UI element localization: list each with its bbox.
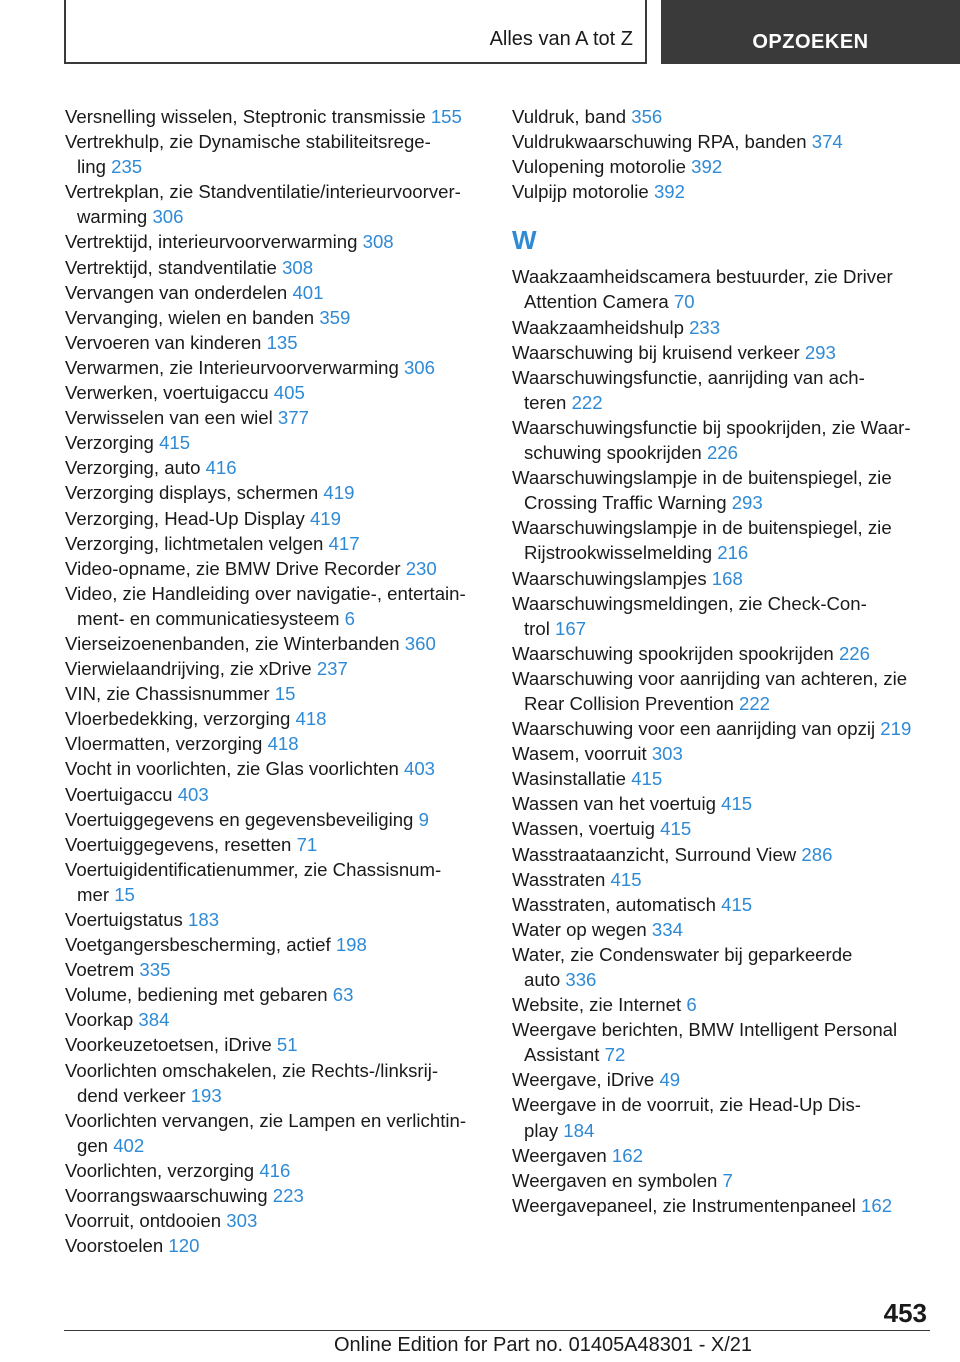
index-entry [65, 932, 485, 957]
index-entry [512, 1067, 932, 1092]
index-entry-text: warming [77, 206, 148, 228]
index-column-right [512, 104, 932, 1218]
index-entry-text: auto [524, 969, 561, 990]
index-entry-text: Waarschuwing voor een aanrijding van opzij [512, 718, 876, 740]
index-entry-text: Versnelling wisselen, Steptronic transmissie [65, 106, 426, 127]
index-entry-text: Verzorging, lichtmetalen velgen [65, 532, 324, 554]
index-entry [65, 807, 485, 832]
index-entry-text: Weergaven en symbolen [512, 1169, 718, 1191]
page-reference-link[interactable]: 336 [565, 969, 597, 990]
page-reference-link[interactable]: 401 [292, 281, 324, 303]
index-entry-text: gen [77, 1134, 109, 1156]
page-number: 453 [883, 1298, 927, 1328]
page-reference-link[interactable]: 308 [362, 231, 394, 253]
page-reference-link[interactable]: 167 [555, 617, 587, 639]
index-entry [65, 506, 485, 531]
index-entry-text: Vertrektijd, interieurvoorverwarming [65, 231, 358, 253]
page-reference-link[interactable]: 155 [430, 106, 462, 127]
page-reference-link[interactable]: 356 [631, 106, 663, 127]
index-entry-text: Voorrangswaarschuwing [65, 1185, 268, 1207]
index-entry-text: Voertuiggegevens en gegevensbeveiliging [65, 808, 414, 830]
index-entry-text: Wasstraten [512, 868, 606, 890]
index-entry [512, 1143, 932, 1168]
index-entry-text: Attention Camera [524, 291, 669, 313]
index-entry-text: Rijstrookwisselmelding [524, 542, 713, 564]
index-entry [65, 179, 485, 229]
page-reference-link[interactable]: 402 [113, 1134, 145, 1156]
index-entry-text: Wasstraataanzicht, Surround View [512, 843, 797, 865]
index-entry-text: Volume, bediening met gebaren [65, 984, 328, 1006]
section-title: Alles van A tot Z [489, 28, 633, 50]
opzoeken-tab-label: OPZOEKEN [752, 31, 869, 53]
page-reference-link[interactable]: 198 [335, 934, 367, 956]
page-reference-link[interactable]: 418 [295, 708, 327, 730]
page-reference-link[interactable]: 415 [660, 818, 692, 840]
page-reference-link[interactable]: 15 [114, 883, 135, 905]
page-reference-link[interactable]: 223 [272, 1185, 304, 1207]
page-reference-link[interactable]: 415 [631, 768, 663, 790]
index-entry-text: dend verkeer [77, 1084, 186, 1106]
index-entry-text: teren [524, 391, 567, 413]
index-entry-text: VIN, zie Chassisnummer [65, 683, 270, 705]
page-reference-link[interactable]: 15 [274, 683, 296, 705]
index-entry [512, 415, 932, 465]
index-entry [65, 857, 485, 907]
index-entry-text: Voorlichten vervangen, zie Lampen en verlichtin- [65, 1109, 467, 1131]
index-entry-text: Voertuiggegevens, resetten [65, 833, 292, 855]
index-entry [65, 1183, 485, 1208]
page-reference-link[interactable]: 237 [316, 658, 348, 680]
index-entry [65, 355, 485, 380]
index-entry [65, 330, 485, 355]
page-reference-link[interactable]: 415 [610, 868, 642, 890]
index-entry-text: Weergaven [512, 1144, 607, 1166]
page-reference-link[interactable]: 70 [673, 291, 695, 313]
index-entry [512, 340, 932, 365]
index-entry [512, 716, 932, 741]
index-entry [65, 405, 485, 430]
index-entry [65, 1032, 485, 1057]
page-reference-link[interactable]: 403 [404, 758, 436, 780]
index-entry-text: schuwing spookrijden [524, 442, 702, 464]
index-entry-text: Voertuigaccu [65, 783, 173, 805]
page-reference-link[interactable]: 63 [332, 984, 354, 1006]
index-entry [512, 179, 932, 204]
index-entry [65, 907, 485, 932]
index-entry [512, 154, 932, 179]
index-entry [65, 782, 485, 807]
index-entry-text: Weergave in de voorruit, zie Head-Up Dis- [512, 1094, 861, 1116]
index-entry-text: Voetgangersbescherming, actief [65, 934, 331, 956]
page-reference-link[interactable]: 183 [188, 909, 220, 930]
index-entry-text: Weergavepaneel, zie Instrumentenpaneel [512, 1194, 856, 1216]
page-reference-link[interactable]: 306 [152, 206, 184, 228]
index-entry [65, 531, 485, 556]
index-entry [65, 581, 485, 631]
index-entry-text: Voorstoelen [65, 1235, 164, 1257]
index-entry-text: Video-opname, zie BMW Drive Recorder [65, 557, 401, 579]
index-entry-text: Verwarmen, zie Interieurvoorverwarming [65, 356, 399, 378]
page-reference-link[interactable]: 405 [273, 382, 305, 404]
index-entry-text: Waarschuwing voor aanrijding van achteren, zie [512, 667, 908, 689]
index-entry-text: Vuldruk, band [512, 106, 627, 127]
page-reference-link[interactable]: 193 [190, 1084, 222, 1106]
index-entry [512, 842, 932, 867]
index-entry-text: Vierwielaandrijving, zie xDrive [65, 658, 312, 680]
page-reference-link[interactable]: 72 [604, 1044, 626, 1066]
index-entry [65, 756, 485, 781]
page-reference-link[interactable]: 51 [276, 1034, 298, 1056]
page-reference-link[interactable]: 392 [653, 181, 685, 203]
index-entry [512, 816, 932, 841]
index-entry-text: Vuldrukwaarschuwing RPA, banden [512, 131, 807, 153]
index-entry [65, 1108, 485, 1158]
index-entry-text: Vulpijp motorolie [512, 181, 649, 203]
index-entry-text: Voertuigstatus [65, 909, 183, 930]
index-entry-text: Vervoeren van kinderen [65, 331, 262, 353]
index-entry-text: Waarschuwingsfunctie, aanrijding van ach- [512, 366, 865, 388]
index-entry [65, 430, 485, 455]
index-entry [512, 917, 932, 942]
index-entry-text: Voorlichten, verzorging [65, 1159, 255, 1181]
index-entry-text: Waarschuwingslampjes [512, 567, 707, 589]
page-reference-link[interactable]: 306 [403, 356, 435, 378]
footer-divider [64, 1330, 930, 1331]
index-entry [65, 832, 485, 857]
index-entry-text: Waarschuwingslampje in de buitenspiegel, zie [512, 467, 892, 489]
index-entry [512, 1168, 932, 1193]
index-entry-text: Water op wegen [512, 918, 647, 940]
index-entry-text: Vloerbedekking, verzorging [65, 708, 291, 730]
index-entry [512, 641, 932, 666]
index-entry-text: Voorlichten omschakelen, zie Rechts-/linksrij- [65, 1059, 439, 1081]
index-entry-text: Crossing Traffic Warning [524, 492, 727, 514]
index-entry [65, 681, 485, 706]
index-entry-text: Voorruit, ontdooien [65, 1210, 222, 1232]
index-entry-text: Waarschuwing spookrijden spookrijden [512, 642, 834, 664]
section-letter-w: W [512, 225, 537, 256]
page-reference-link[interactable]: 162 [861, 1194, 893, 1216]
index-entry-text: Vocht in voorlichten, zie Glas voorlichten [65, 758, 399, 780]
index-entry [65, 1208, 485, 1233]
page-reference-link[interactable]: 233 [689, 316, 721, 338]
page-reference-link[interactable]: 7 [722, 1169, 733, 1191]
index-entry-text: mer [77, 883, 110, 905]
page-reference-link[interactable]: 162 [611, 1144, 643, 1166]
index-entry-text: Rear Collision Prevention [524, 692, 734, 714]
page-reference-link[interactable]: 219 [880, 718, 912, 740]
page-reference-link[interactable]: 419 [309, 507, 341, 529]
page-reference-link[interactable]: 384 [138, 1009, 170, 1031]
page-reference-link[interactable]: 415 [721, 793, 753, 815]
index-entry [512, 264, 932, 314]
page-reference-link[interactable]: 416 [259, 1159, 291, 1181]
index-group-v [512, 104, 932, 204]
page-reference-link[interactable]: 71 [296, 833, 318, 855]
page-reference-link[interactable]: 419 [323, 482, 355, 504]
index-entry [65, 129, 485, 179]
index-entry-text: Waakzaamheidshulp [512, 316, 684, 338]
index-entry [512, 566, 932, 591]
index-entry-text: Verzorging, Head-Up Display [65, 507, 305, 529]
index-entry [512, 892, 932, 917]
index-entry [512, 741, 932, 766]
index-entry-text: ment- en communicatiesysteem [77, 607, 340, 629]
index-entry-text: Verwisselen van een wiel [65, 407, 273, 429]
page-reference-link[interactable]: 418 [267, 733, 299, 755]
index-entry-text: Waakzaamheidscamera bestuurder, zie Driver [512, 266, 893, 288]
index-entry-text: Water, zie Condenswater bij geparkeerde [512, 943, 853, 965]
index-entry [65, 104, 485, 129]
page-reference-link[interactable]: 293 [731, 492, 763, 514]
index-entry [65, 706, 485, 731]
index-entry-text: Assistant [524, 1044, 600, 1066]
index-entry [65, 480, 485, 505]
index-entry-text: Verwerken, voertuigaccu [65, 382, 269, 404]
page-reference-link[interactable]: 415 [159, 432, 191, 454]
index-entry [512, 992, 932, 1017]
index-entry-text: Waarschuwingslampje in de buitenspiegel, zie [512, 517, 892, 539]
page-reference-link[interactable]: 377 [277, 407, 309, 429]
index-entry [65, 1158, 485, 1183]
index-entry [65, 229, 485, 254]
page-reference-link[interactable]: 168 [711, 567, 743, 589]
index-entry [512, 315, 932, 340]
index-entry [512, 365, 932, 415]
page-reference-link[interactable]: 216 [717, 542, 749, 564]
index-entry [65, 631, 485, 656]
index-entry-text: Wassen van het voertuig [512, 793, 716, 815]
index-entry [512, 666, 932, 716]
index-entry [65, 255, 485, 280]
index-entry-text: Voorkeuzetoetsen, iDrive [65, 1034, 272, 1056]
index-entry-text: Website, zie Internet [512, 994, 682, 1016]
page-reference-link[interactable]: 403 [177, 783, 209, 805]
index-entry-text: Weergave berichten, BMW Intelligent Personal [512, 1019, 898, 1041]
page-reference-link[interactable]: 6 [344, 607, 355, 629]
page-reference-link[interactable]: 303 [651, 743, 683, 765]
index-entry-text: Wassen, voertuig [512, 818, 655, 840]
page-reference-link[interactable]: 359 [319, 306, 351, 328]
index-entry-text: Vierseizoenenbanden, zie Winterbanden [65, 632, 400, 654]
page-reference-link[interactable]: 417 [328, 532, 360, 554]
index-entry-text: Voorkap [65, 1009, 134, 1031]
index-entry-text: Wasstraten, automatisch [512, 893, 716, 915]
index-entry-text: Voertuigidentificatienummer, zie Chassisnum- [65, 858, 442, 880]
index-entry [512, 942, 932, 992]
page-reference-link[interactable]: 9 [418, 808, 429, 830]
index-entry-text: trol [524, 617, 550, 639]
index-entry-text: Vulopening motorolie [512, 156, 686, 178]
index-entry-text: Vervanging, wielen en banden [65, 306, 315, 328]
page-reference-link[interactable]: 235 [111, 156, 143, 178]
index-entry-text: Vervangen van onderdelen [65, 281, 288, 303]
index-entry [512, 591, 932, 641]
header-section-box [64, 0, 647, 64]
index-entry [512, 129, 932, 154]
opzoeken-tab[interactable] [661, 0, 960, 64]
page-reference-link[interactable]: 226 [706, 442, 738, 464]
page-reference-link[interactable]: 374 [811, 131, 843, 153]
index-entry [65, 1058, 485, 1108]
page-reference-link[interactable]: 120 [168, 1235, 200, 1257]
index-entry-text: Vertrekplan, zie Standventilatie/interieurvoorver- [65, 181, 461, 203]
index-entry-text: Verzorging, auto [65, 457, 201, 479]
index-entry [512, 104, 932, 129]
page-reference-link[interactable]: 334 [651, 918, 683, 940]
index-entry-text: Vertrektijd, standventilatie [65, 256, 277, 278]
index-entry [512, 1193, 932, 1218]
index-entry-text: Wasinstallatie [512, 768, 627, 790]
page-reference-link[interactable]: 415 [721, 893, 753, 915]
index-entry [65, 982, 485, 1007]
index-entry [65, 656, 485, 681]
index-entry-text: play [524, 1119, 559, 1141]
page-reference-link[interactable]: 392 [691, 156, 723, 178]
page-reference-link[interactable]: 335 [139, 959, 171, 981]
index-entry [65, 731, 485, 756]
index-entry-text: Vertrekhulp, zie Dynamische stabiliteitsrege- [65, 131, 431, 153]
index-entry [512, 791, 932, 816]
index-column-left [65, 104, 485, 1258]
index-entry [512, 766, 932, 791]
index-entry-text: Verzorging displays, schermen [65, 482, 319, 504]
page-reference-link[interactable]: 6 [686, 994, 697, 1016]
page-reference-link[interactable]: 286 [801, 843, 833, 865]
index-entry [65, 1233, 485, 1258]
footer-edition-text: Online Edition for Part no. 01405A48301 - X/21 [334, 1334, 753, 1356]
page-reference-link[interactable]: 293 [804, 341, 836, 363]
index-group-w [512, 264, 932, 1218]
page-reference-link[interactable]: 222 [738, 692, 771, 714]
index-entry [65, 280, 485, 305]
page-reference-link[interactable]: 416 [205, 457, 237, 479]
index-entry [65, 455, 485, 480]
page-reference-link[interactable]: 222 [571, 391, 603, 413]
index-entry [65, 380, 485, 405]
page-reference-link[interactable]: 184 [563, 1119, 595, 1141]
index-entry [65, 305, 485, 330]
index-entry-text: Wasem, voorruit [512, 743, 647, 765]
page-reference-link[interactable]: 308 [282, 256, 314, 278]
index-entry [65, 1007, 485, 1032]
index-entry [65, 957, 485, 982]
page-reference-link[interactable]: 303 [226, 1210, 258, 1232]
page-reference-link[interactable]: 226 [838, 642, 870, 664]
index-entry-text: Waarschuwing bij kruisend verkeer [512, 341, 800, 363]
index-entry-text: Voetrem [65, 959, 135, 981]
page-reference-link[interactable]: 230 [405, 557, 437, 579]
index-entry-text: Vloermatten, verzorging [65, 733, 263, 755]
index-entry [512, 1092, 932, 1142]
index-entry-text: Weergave, iDrive [512, 1069, 655, 1091]
index-entry-text: Waarschuwingsmeldingen, zie Check-Con- [512, 592, 867, 614]
index-entry [512, 1017, 932, 1067]
index-entry-text: Waarschuwingsfunctie bij spookrijden, zie Waar- [512, 416, 911, 438]
index-entry [512, 465, 932, 515]
page-reference-link[interactable]: 49 [659, 1069, 681, 1091]
index-entry-text: ling [77, 156, 106, 178]
index-entry [512, 515, 932, 565]
index-entry-text: Verzorging [65, 432, 154, 454]
index-entry-text: Video, zie Handleiding over navigatie-, entertain- [65, 582, 466, 604]
page-reference-link[interactable]: 135 [266, 331, 298, 353]
index-entry [65, 556, 485, 581]
page-reference-link[interactable]: 360 [404, 632, 436, 654]
index-entry [512, 867, 932, 892]
